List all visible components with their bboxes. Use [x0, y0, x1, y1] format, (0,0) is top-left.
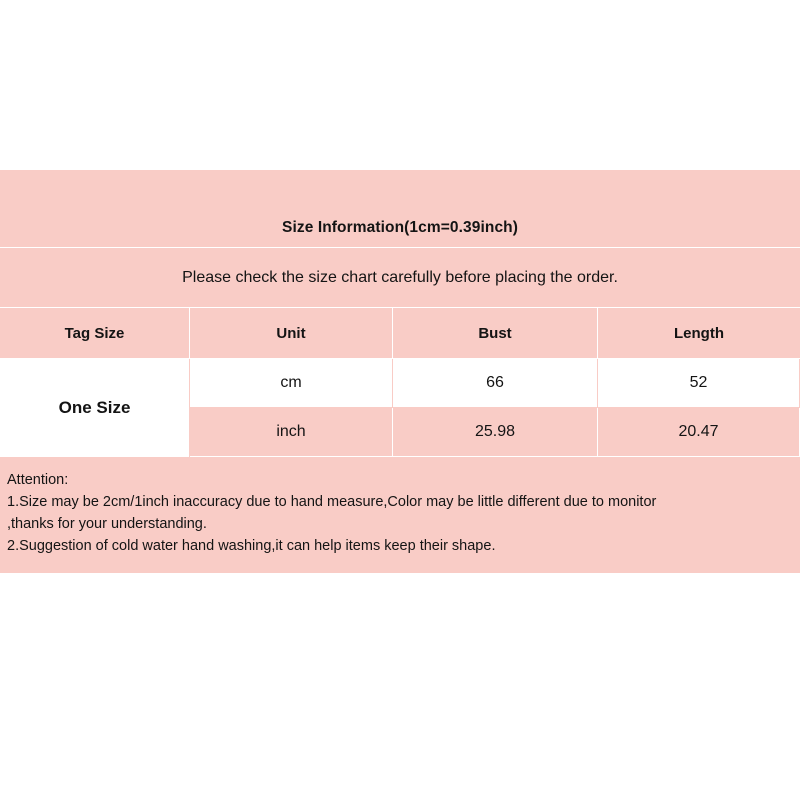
cell-unit-cm: cm	[190, 359, 393, 407]
table-header-row	[0, 308, 800, 359]
attention-note-2: 2.Suggestion of cold water hand washing,it can help items keep their shape.	[7, 538, 496, 554]
column-header-length: Length	[598, 308, 800, 359]
subtitle-row	[0, 248, 800, 308]
title-row	[0, 170, 800, 248]
size-chart	[0, 170, 800, 573]
cell-bust-cm: 66	[393, 359, 598, 407]
table-body	[0, 359, 800, 457]
table-row	[190, 408, 800, 457]
column-header-bust: Bust	[393, 308, 598, 359]
cell-unit-inch: inch	[190, 408, 393, 457]
column-header-tag-size: Tag Size	[0, 308, 190, 359]
attention-note-1-cont: ,thanks for your understanding.	[7, 516, 207, 532]
column-header-unit: Unit	[190, 308, 393, 359]
table-row	[190, 359, 800, 408]
attention-block	[0, 457, 800, 573]
data-columns	[190, 359, 800, 456]
cell-bust-inch: 25.98	[393, 408, 598, 457]
tag-size-value: One Size	[0, 359, 190, 457]
attention-note-1: 1.Size may be 2cm/1inch inaccuracy due to hand measure,Color may be little different due to monitor	[7, 494, 657, 510]
cell-length-cm: 52	[598, 359, 800, 407]
attention-heading: Attention:	[7, 472, 69, 488]
chart-subtitle: Please check the size chart carefully before placing the order.	[0, 248, 800, 308]
cell-length-inch: 20.47	[598, 408, 800, 457]
chart-title: Size Information(1cm=0.39inch)	[0, 170, 800, 248]
